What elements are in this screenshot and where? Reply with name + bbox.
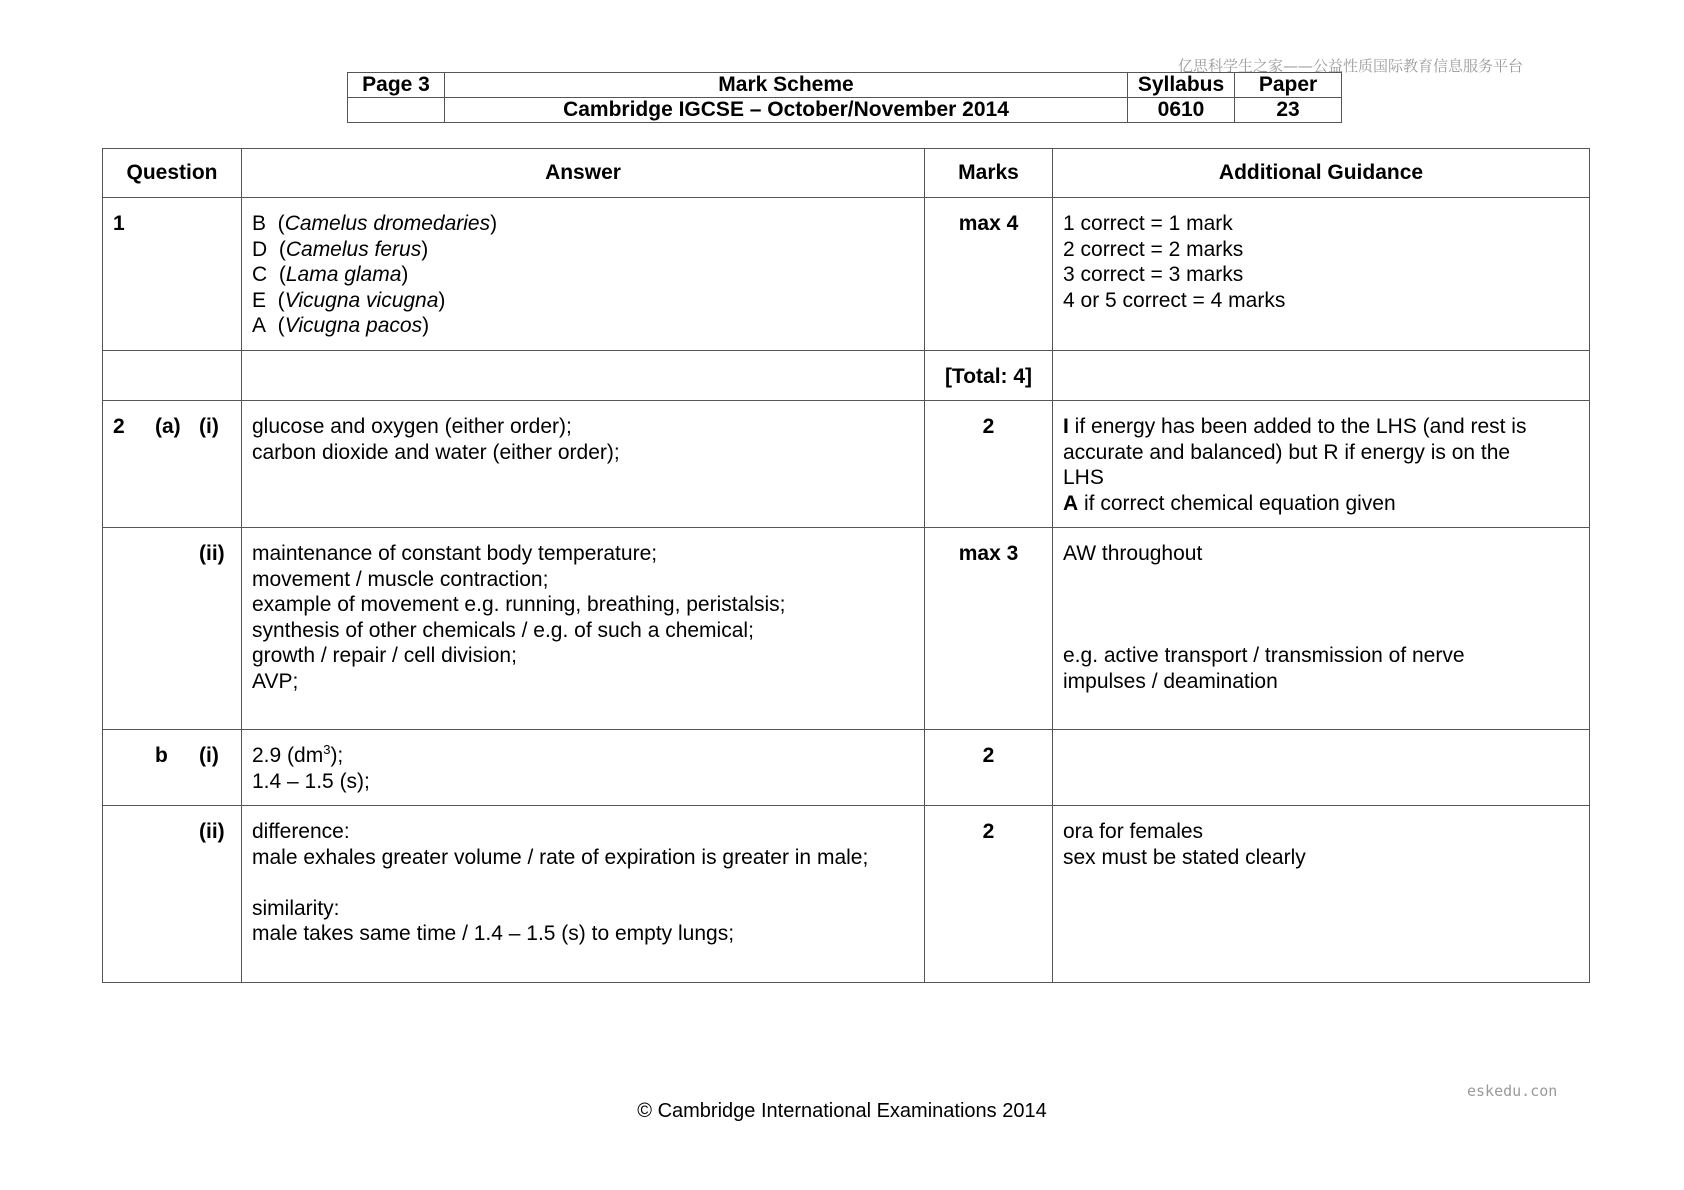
question-number: 2 (a) (i) [103,401,242,528]
table-row [103,730,1590,806]
column-guidance: Additional Guidance [1053,149,1590,198]
paper-label: Paper [1235,73,1342,98]
table-row [103,806,1590,983]
guidance-cell: ora for females sex must be stated clearly [1053,806,1590,983]
question-number: 1 [103,198,242,351]
table-header-row [103,149,1590,198]
page-header-table [347,72,1342,123]
syllabus-value: 0610 [1128,98,1235,123]
marks-cell: 2 [925,730,1053,806]
answer-cell: difference: male exhales greater volume / rate of expiration is greater in male; similarity: male takes same time / 1.4 – 1.5 (s) to empty lungs; [242,806,925,983]
empty-cell [348,98,445,123]
question-number: b (i) [103,730,242,806]
guidance-cell: I if energy has been added to the LHS (and rest is accurate and balanced) but R if energy is on the LHS A if correct chemical equation given [1053,401,1590,528]
list-item: E (Vicugna vicugna) [252,288,446,312]
guidance-cell [1053,730,1590,806]
guidance-cell: AW throughout e.g. active transport / transmission of nerve impulses / deamination [1053,528,1590,730]
question-number: (ii) [103,806,242,983]
mark-scheme-table [102,148,1590,983]
page-number: Page 3 [348,73,445,98]
copyright-footer: © Cambridge International Examinations 2014 [637,1100,1047,1122]
guidance-cell: 1 correct = 1 mark 2 correct = 2 marks 3 correct = 3 marks 4 or 5 correct = 4 marks [1053,198,1590,351]
answer-cell: 2.9 $(dm^3)$; 1.4 – 1.5 (s); [242,730,925,806]
answer-cell [242,198,925,351]
paper-value: 23 [1235,98,1342,123]
marks-cell: max 3 [925,528,1053,730]
question-number: (ii) [103,528,242,730]
column-answer: Answer [242,149,925,198]
watermark-bottom: eskedu.con [1467,1082,1558,1100]
marks-cell: 2 [925,806,1053,983]
doc-title: Mark Scheme [445,73,1128,98]
syllabus-label: Syllabus [1128,73,1235,98]
marks-cell: 2 [925,401,1053,528]
doc-subtitle: Cambridge IGCSE – October/November 2014 [445,98,1128,123]
table-row [103,198,1590,351]
list-item: C (Lama glama) [252,263,409,286]
column-marks: Marks [925,149,1053,198]
table-row-total [103,350,1590,401]
total-marks: [Total: 4] [925,350,1053,401]
answer-cell: maintenance of constant body temperature; movement / muscle contraction; example of movement e.g. running, breathing, peristalsis; synthesis of other chemicals / e.g. of such a chemical; growth / repair / cell division; AVP; [242,528,925,730]
column-question: Question [103,149,242,198]
answer-cell: glucose and oxygen (either order); carbon dioxide and water (either order); [242,401,925,528]
list-item: A (Vicugna pacos) [252,314,430,337]
marks-cell: max 4 [925,198,1053,351]
table-row [103,528,1590,730]
list-item: B (Camelus dromedaries) [252,212,498,235]
watermark-top: 亿思科学生之家——公益性质国际教育信息服务平台 [1178,57,1524,75]
list-item: D (Camelus ferus) [252,237,429,261]
table-row [103,401,1590,528]
